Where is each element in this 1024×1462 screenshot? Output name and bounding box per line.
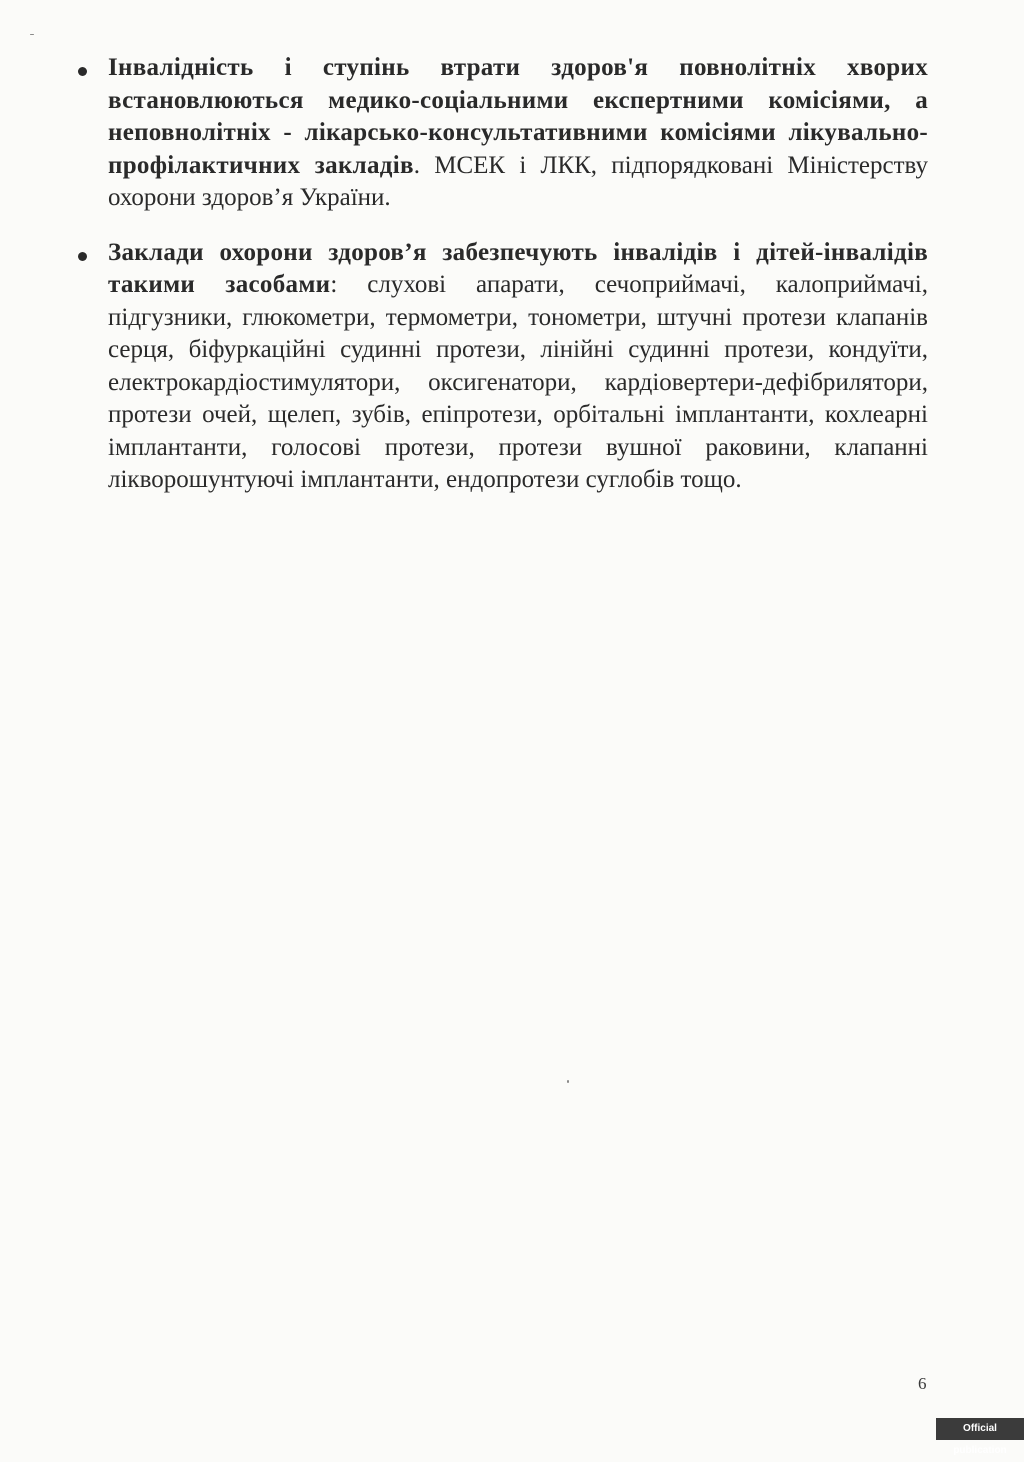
- scan-speck: [30, 34, 34, 35]
- bullet-item-disability-assessment: [78, 52, 928, 215]
- bullet-regular-text: . МСЕК і ЛКК, підпорядковані Міністерству охорони здоров’я України.: [108, 151, 929, 211]
- bullet-list: [78, 52, 928, 519]
- page-number: 6: [918, 1374, 927, 1393]
- official-publication-badge: Official publication: [936, 1418, 1024, 1440]
- bullet-icon: [78, 67, 87, 76]
- bullet-icon: [78, 252, 87, 261]
- bullet-bold-text: Інвалідність і ступінь втрати здоров'я повнолітніх хворих встановлюються медико-соціальними експертними комісіями, а неповнолітніх - лікарсько-консультативними комісіями лікувально-профілактичних закладів: [108, 54, 928, 179]
- bullet-regular-text: : слухові апарати, сечоприймачі, калоприймачі, підгузники, глюкометри, термометри, тонометри, штучні протези клапанів серця, біфуркаційні судинні протези, лінійні судинні протези, кондуїти, електрокардіостимулятори, оксигенатори, кардіовертери-дефібрилятори, протези очей, щелеп, зубів, епіпротези, орбітальні імплантанти, кохлеарні імплантанти, голосові протези, протези вушної раковини, клапанні лікворошунтуючі імплантанти, ендопротези суглобів тощо.: [108, 271, 929, 493]
- bullet-item-assistive-devices: [78, 237, 928, 497]
- bullet-bold-text: Заклади охорони здоров’я забезпечують інвалідів і дітей-інвалідів такими засобами: [108, 238, 928, 298]
- scan-speck: [567, 1080, 569, 1083]
